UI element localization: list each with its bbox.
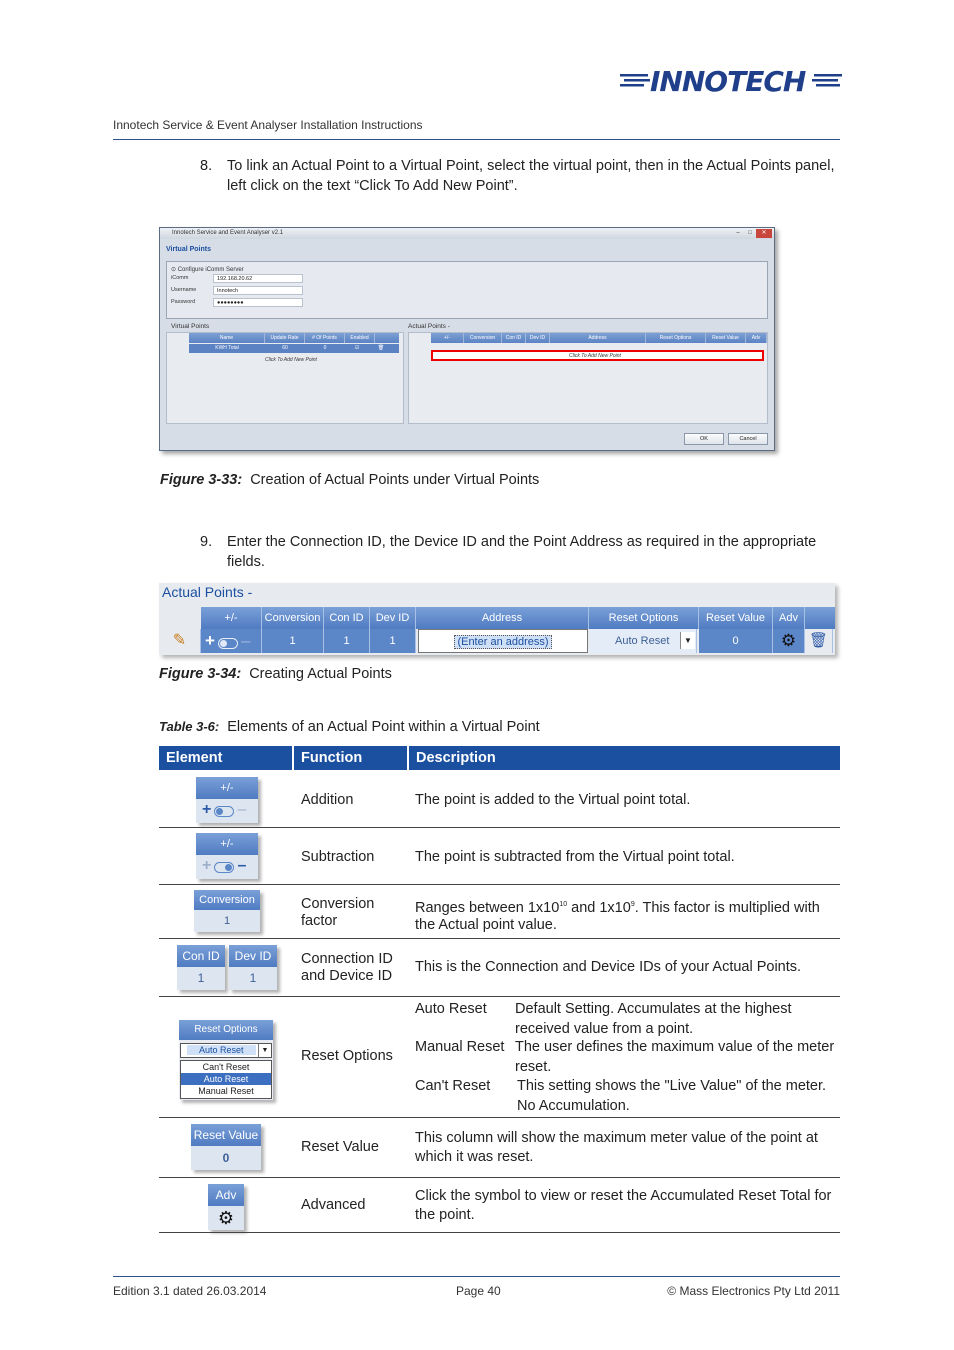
desc-conversion: Ranges between $1x10^{10}$ and $1x10^9$. This factor is multiplied with the Actual point value. — [415, 899, 820, 933]
function-reset-value: Reset Value — [301, 1139, 379, 1155]
ap-col-reset-value: Reset Value — [706, 333, 746, 343]
reset-value-value: 0 — [191, 1146, 261, 1170]
window-titlebar — [160, 228, 774, 239]
conid-header: Con ID — [177, 945, 225, 967]
minus-icon: – — [237, 801, 247, 818]
toggle-icon — [214, 862, 234, 873]
step-9 — [200, 533, 840, 572]
innotech-logo — [620, 64, 842, 96]
ap-col-conversion: Conversion — [464, 333, 502, 343]
reset-value-header: Reset Value — [191, 1124, 261, 1146]
option-desc: Default Setting. Accumulates at the highest received value from a point. — [515, 1001, 792, 1037]
devid-value: 1 — [229, 967, 277, 990]
ap-section-label: Actual Points - — [408, 323, 450, 330]
row-divider — [159, 884, 840, 885]
col-reset-options: Reset Options — [589, 607, 699, 629]
ap-col-conid: Con ID — [502, 333, 526, 343]
toggle-icon[interactable] — [218, 638, 238, 649]
col-conid: Con ID — [324, 607, 370, 629]
password-input[interactable]: ●●●●●●●● — [213, 298, 303, 307]
virtual-points-grid — [166, 332, 404, 424]
actual-points-grid — [408, 332, 768, 424]
address-input[interactable] — [418, 629, 588, 653]
plusminus-toggle[interactable] — [201, 629, 262, 653]
col-reset-value: Reset Value — [699, 607, 773, 629]
th-element: Element — [159, 746, 292, 770]
minimize-icon[interactable]: – — [736, 230, 740, 236]
col-plusminus: +/- — [201, 607, 262, 629]
config-header[interactable]: ⊙ Configure iComm Server — [171, 267, 244, 273]
option-desc: The user defines the maximum value of the meter reset. — [515, 1039, 835, 1075]
col-conversion: Conversion — [262, 607, 324, 629]
col-devid: Dev ID — [370, 607, 416, 629]
ap-grid-header — [431, 333, 767, 343]
cancel-button[interactable]: Cancel — [728, 433, 768, 445]
devid-element-image — [229, 945, 277, 990]
ap-col-address: Address — [550, 333, 646, 343]
reset-value-cell: 0 — [699, 629, 773, 653]
virtual-points-title: Virtual Points — [166, 246, 211, 253]
pencil-icon[interactable]: ✎ — [159, 629, 201, 653]
vp-row-name: KWH Total — [215, 345, 239, 351]
trash-icon[interactable]: 🗑 — [805, 629, 833, 653]
option-name: Manual Reset — [415, 1039, 505, 1055]
figure-3-33-caption — [160, 472, 539, 488]
col-adv: Adv — [773, 607, 805, 629]
plusminus-header: +/- — [196, 833, 258, 855]
option-name: Can't Reset — [415, 1078, 491, 1094]
vp-col-name: Name — [189, 333, 265, 343]
dropdown-arrow-icon: ▼ — [258, 1044, 271, 1057]
adv-element-image — [208, 1184, 244, 1230]
footer-page: Page 40 — [456, 1284, 501, 1298]
row-divider — [159, 996, 840, 997]
desc-addition: The point is added to the Virtual point total. — [415, 792, 691, 808]
figure-text: Creating Actual Points — [249, 666, 392, 682]
svg-text:INNOTECH: INNOTECH — [650, 65, 806, 96]
devid-header: Dev ID — [229, 945, 277, 967]
checkbox-icon[interactable]: ☑ — [354, 345, 360, 351]
ok-button[interactable]: OK — [684, 433, 724, 445]
conversion-element-image — [194, 890, 260, 932]
row-divider — [159, 1177, 840, 1178]
document-title: Innotech Service & Event Analyser Installation Instructions — [113, 118, 423, 132]
window-title: Innotech Service and Event Analyser v2.1 — [172, 230, 284, 236]
gear-icon[interactable]: ⚙ — [773, 629, 805, 653]
vp-row-points: 0 — [323, 345, 327, 351]
reset-dropdown-list — [180, 1060, 272, 1099]
step-number: 9. — [200, 534, 213, 550]
step-number: 8. — [200, 158, 213, 174]
desc-subtraction: The point is subtracted from the Virtual point total. — [415, 849, 735, 865]
conid-element-image — [177, 945, 225, 990]
footer-rule — [113, 1276, 840, 1277]
table-3-6-caption — [159, 719, 540, 735]
plus-icon: + — [202, 857, 212, 874]
footer-copyright: © Mass Electronics Pty Ltd 2011 — [667, 1284, 840, 1298]
toggle-icon — [214, 806, 234, 817]
function-ids: Connection ID and Device ID — [301, 951, 393, 984]
subtraction-toggle — [196, 855, 258, 879]
vp-col-enabled: Enabled — [345, 333, 375, 343]
figure-3-34-caption — [159, 666, 392, 682]
subtraction-element-image — [196, 833, 258, 879]
reset-select — [180, 1043, 272, 1058]
vp-section-label: Virtual Points — [171, 323, 210, 330]
window-controls — [732, 229, 772, 238]
table-caption-text: Elements of an Actual Point within a Virtual Point — [227, 719, 540, 735]
reset-value-element-image — [191, 1124, 261, 1170]
desc-ids: This is the Connection and Device IDs of your Actual Points. — [415, 959, 802, 975]
reset-options-header: Reset Options — [179, 1020, 273, 1040]
function-subtraction: Subtraction — [301, 849, 375, 865]
ap-col-plusminus: +/- — [431, 333, 464, 343]
collapse-icon: ⊙ — [171, 267, 178, 273]
desc-reset-value: This column will show the maximum meter value of the point at which it was reset. — [415, 1130, 818, 1165]
addition-element-image — [196, 777, 258, 823]
function-reset-options: Reset Options — [301, 1048, 393, 1064]
reset-option-value: Auto Reset — [615, 635, 670, 647]
ap-col-reset-options: Reset Options — [646, 333, 706, 343]
function-conversion: Conversion factor — [301, 896, 375, 929]
option-desc: This setting shows the "Live Value" of the meter. No Accumulation. — [517, 1078, 827, 1114]
step-text: To link an Actual Point to a Virtual Point, select the virtual point, then in the Actual Points panel, left click on the text “Click To Add New Point”. — [227, 158, 835, 194]
maximize-icon[interactable]: □ — [748, 230, 752, 236]
conversion-header: Conversion — [194, 890, 260, 910]
vp-col-rate: Update Rate — [265, 333, 305, 343]
plus-icon: + — [202, 801, 212, 818]
row-divider — [159, 827, 840, 828]
function-addition: Addition — [301, 792, 354, 808]
figure-text: Creation of Actual Points under Virtual Points — [250, 472, 540, 488]
icomm-label: iComm — [171, 275, 189, 281]
vp-grid-header — [189, 333, 399, 343]
address-placeholder: (Enter an address) — [454, 635, 551, 649]
plusminus-header: +/- — [196, 777, 258, 799]
devid-cell[interactable]: 1 — [370, 629, 416, 653]
addition-toggle — [196, 799, 258, 823]
row-divider — [159, 1232, 840, 1233]
option-name: Auto Reset — [415, 1001, 487, 1017]
actual-points-title: Actual Points - — [162, 584, 253, 600]
step-text: Enter the Connection ID, the Device ID and the Point Address as required in the appropriate fields. — [227, 534, 817, 570]
th-function: Function — [294, 746, 407, 770]
icomm-input[interactable]: 192.168.20.62 — [213, 274, 303, 283]
ap-col-adv: Adv — [746, 333, 767, 343]
table-label: Table 3-6: — [159, 719, 220, 734]
figure-label: Figure 3-33: — [160, 472, 243, 488]
option-auto-reset: Auto Reset — [181, 1073, 271, 1085]
username-input[interactable]: Innotech — [213, 286, 303, 295]
conversion-cell[interactable]: 1 — [262, 629, 324, 653]
reset-options-element-image — [179, 1020, 273, 1100]
ap-add-link[interactable]: Click To Add New Point — [569, 353, 621, 359]
adv-header: Adv — [208, 1184, 244, 1206]
header-rule — [113, 139, 840, 140]
highlight-box — [431, 350, 764, 361]
actual-points-screenshot — [159, 583, 835, 655]
conid-cell[interactable]: 1 — [324, 629, 370, 653]
vp-add-link[interactable]: Click To Add New Point — [265, 357, 317, 363]
desc-advanced: Click the symbol to view or reset the Accumulated Reset Total for the point. — [415, 1188, 832, 1223]
vp-col-points: # Of Points — [305, 333, 345, 343]
minus-icon[interactable]: – — [241, 631, 251, 650]
plus-icon[interactable]: + — [205, 631, 215, 650]
conid-value: 1 — [177, 967, 225, 990]
minus-icon: – — [237, 857, 247, 874]
footer-edition: Edition 3.1 dated 26.03.2014 — [113, 1284, 267, 1298]
trash-icon[interactable]: 🗑 — [377, 345, 385, 351]
password-label: Password — [171, 299, 196, 305]
username-label: Username — [171, 287, 197, 293]
dropdown-arrow-icon[interactable]: ▼ — [680, 632, 695, 649]
vp-row[interactable] — [189, 344, 399, 353]
ap-col-devid: Dev ID — [526, 333, 550, 343]
app-window-screenshot — [159, 227, 775, 451]
actual-point-row — [159, 629, 835, 653]
option-manual-reset: Manual Reset — [198, 1086, 254, 1096]
col-address: Address — [416, 607, 589, 629]
th-description: Description — [409, 746, 840, 770]
vp-row-rate: 60 — [282, 345, 288, 351]
row-divider — [159, 938, 840, 939]
figure-label: Figure 3-34: — [159, 666, 242, 682]
actual-points-header — [201, 607, 835, 629]
option-cant-reset: Can't Reset — [202, 1062, 250, 1072]
row-divider — [159, 1117, 840, 1118]
step-8 — [200, 157, 840, 196]
close-icon[interactable]: ✕ — [756, 229, 772, 238]
reset-selected: Auto Reset — [187, 1045, 256, 1055]
reset-options-select[interactable] — [589, 629, 697, 653]
function-advanced: Advanced — [301, 1197, 366, 1213]
icomm-config-panel — [166, 261, 768, 319]
gear-icon: ⚙ — [208, 1206, 244, 1230]
conversion-value: 1 — [194, 910, 260, 932]
